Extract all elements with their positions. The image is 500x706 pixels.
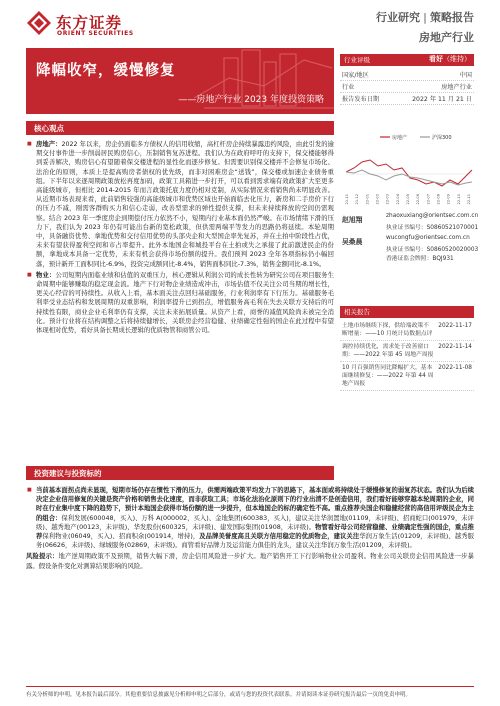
- analyst-cert: 执业证书编号：S0860521070001: [386, 225, 479, 231]
- core-property: ■ 物业：公司短期内面临业绩和估值的双重压力，核心逻辑从利润公司的成长性转为研究公司在项目服务生命周期中能够赚取的稳定现金流。地产下行对物企业绩造成冲击，市场估值不仅关注公司当期的增长性，更关心经营的可持续性。从收入上看，基本面关注点回归基础服务，行业利润率有下行压力。基础服务毛利率受业态结构和发展周期的双重影响，利润率提升已到拐点，增值服务高毛利在失去关联方支持后的可持续性有限，商业企业毛利率仍有支撑，关注未来拓展质量。从资产上看，商誉的减值风险尚未被完全消化。预计行业将在结构调整之后将持续健增长，关联房企经营稳健、业绩确定性强的国企在此过程中有望体现相对优势，看好具备长期成长逻辑的优质物管和商管公司。: [26, 271, 334, 335]
- chart-x-tick: 22-05: [406, 194, 410, 205]
- info-row-date: 报告发布日期 2022 年 11 月 21 日: [342, 96, 472, 103]
- category-strategy: 策略报告: [430, 11, 474, 24]
- invest-body: [26, 486, 474, 571]
- analyst-hk-license: 香港证监会牌照：BQJ931: [386, 256, 454, 262]
- footer-divider: [26, 686, 474, 687]
- related-item[interactable]: 10 月百强销售同比降幅扩大，基本面继续修复：——2022 年第 44 周地产周报 2022-11-08: [340, 362, 474, 391]
- report-title: 降幅收窄，缓慢修复: [36, 63, 176, 79]
- chart-x-tick: 21-12: [355, 194, 360, 205]
- chart-x-tick: 22-01: [365, 194, 370, 205]
- risk-warning: 风险提示：地产逆周期政策不及预期，销售大幅下滑，房企信用风险进一步扩大。地产销售开工下行影响物业公司盈利。物业公司关联房企信用风险进一步暴露。假设条件变化对测算结果影响的风险。: [26, 553, 474, 570]
- sector-name: 房地产行业: [419, 31, 474, 44]
- section-invest-header: [26, 466, 334, 480]
- performance-chart: [340, 132, 474, 206]
- chart-x-tick: 22-02: [375, 194, 380, 205]
- related-bar: [340, 306, 474, 318]
- footer-disclaimer: 有关分析师的申明，见本报告最后部分。其他重要信息披露见分析师申明之后部分，或请与您的投资代表联系。并请阅读本证券研究报告最后一页的免责申明。: [26, 692, 412, 698]
- logo-mark-icon: [26, 10, 52, 36]
- title-banner: [26, 48, 334, 114]
- invest-bullet-1: ■ 当前基本面拐点尚未显现，短期市场仍存在惯性下滑的压力，供需两端政策平均发力下的思路下，基本面或将持续处于缓慢修复的弱复苏状态。我们认为后续决定企业信用修复的关键是资产价格和销售去化速度，而非获取工具；市场化法治化原则下的行业出清不是创造信用，我们看好能够穿越本轮周期的企业，同时在行业集中度下降的趋势下，预计本地国企获得市场份额的进一步提升，但本地国企的标的确定性不高。重点推荐央国企和稳健经营的高信用评级民企为主的组合：保利发展(600048，买入)、万科 A(000002，买入)、金地集团(600383，买入)，建议关注华润置地(01109，未评级)、招商蛇口(001979，未评级)、越秀地产(00123，未评级)、华发股份(600325，未评级)、建发国际集团(01908，未评级)。物管看好母公司经营稳健、业绩确定性强的国企，重点推荐保利物业(06049，买入)、招商积余(001914，增持)，及品牌美誉度高且关联方信用稳定的优质物企，建议关注华润万象生活(01209，未评级)、越秀服务(06626，未评级)、绿城服务(02869，未评级)。商管看好品牌力及运营能力俱佳的龙头，建议关注华润万象生活(01209，未评级)。: [26, 486, 474, 550]
- analyst-email: wucongfu@orientsec.com.cn: [386, 235, 470, 241]
- section-core-title: 核心观点: [34, 124, 64, 133]
- report-category: [376, 9, 474, 45]
- analyst-email: zhaoxuxiang@orientsec.com.cn: [386, 213, 479, 219]
- analyst-list: [340, 213, 479, 265]
- chart-x-tick: 22-11: [467, 194, 471, 205]
- chart-legend: [380, 134, 452, 141]
- related-item[interactable]: 土地市场继续下探，供给端政策不断增量：——10 月统计局数据点评 2022-11-17: [340, 320, 474, 341]
- logo-cn: 东方证券: [56, 14, 123, 32]
- series-realestate: [346, 160, 472, 186]
- analyst-name: 赵旭翔: [342, 216, 363, 224]
- rating-label: 行业评级: [344, 56, 370, 64]
- chart-x-tick: 22-04: [395, 194, 400, 205]
- logo-en: ORIENT SECURITIES: [57, 30, 134, 37]
- rating-bar: [340, 54, 474, 66]
- analyst-name: 吴桑晨: [342, 238, 363, 246]
- chart-x-tick: 22-10: [456, 194, 461, 205]
- chart-x-tick: 22-08: [436, 194, 441, 205]
- legend-realestate: 房地产: [392, 135, 408, 141]
- chart-x-tick: 22-06: [416, 194, 421, 205]
- related-label: 相关报告: [344, 308, 370, 316]
- core-realestate: ■ 房地产：2022 年以来，房企仍面临多方债权人的信用收缩，高杠杆房企持续暴露违约风险，由此引发的逾期交付事件进一步削弱居民购房信心，压制销售复苏进程。我们认为在政府呼吁的支持下，保交楼能够得到妥善解决，购房信心有望随着保交楼进程的显性化而逐步修复。但需要识别保交楼并不会修复市场化、法治化的原则，本质上是提高购房者债权的优先级，而非对困难房企“送钱”，保交楼或加速企业债务重组。下半年以来逐周期政策放松再度加码，政策工具箱进一步打开，可以看到需求端有效政策扩大至更多高能级城市，但相比 2014-2015 年而言政策托底力度仍相对克制，从实际情况来看销售尚未明显改善。从近期市场表现来看，此前销售较强的高能级城市和优势区域也开始面临去化压力，新房和二手房价下行的压力不减，刚需客群购买力和信心走弱，改善型需求的弹性提供支撑，但未来持续释放的空间仍需观察。结合 2023 年一季度房企到期偿付压力依然不小，短期内行业基本面仍然严峻。在市场情绪下滑的压力下，我们认为 2023 年仍有可能出台新的宽松政策，但供需两端平等发力的思路仍将延续。本轮周期中，具备融资优势、拿地优势和交付信用优势的头部央企和大型国企率先复苏，并在土拍中阶段性占优，未来有望获得盈利空间和市占率提升。此外本地国企和城投平台在土拍或失之承接了此前激进民企的份额，拿地成本具备一定优势，未来有机会获得市场份额的提升。我们预判 2023 全年各项指标仍小幅回落，预计新开工面积同比-6.9%，投资完成额同比-8.4%，销售面积同比-7.3%，销售金额同比-8.1%。: [26, 140, 334, 269]
- chart-x-tick: 22-03: [385, 194, 390, 205]
- related-item[interactable]: 调控持续优化，需求处于改善窗口期：——2022 年第 45 周地产周报 2022-11-14: [340, 341, 474, 362]
- core-body: [26, 140, 334, 336]
- legend-csi300: 沪深300: [432, 135, 452, 141]
- analyst-2: [340, 235, 479, 265]
- category-separator: |: [422, 11, 427, 24]
- chart-x-tick: 22-09: [446, 194, 451, 205]
- info-row-country: 国家/地区 中国: [342, 72, 472, 79]
- info-row-industry: 行业 房地产行业: [342, 84, 472, 91]
- chart-x-tick: 21-11: [345, 194, 349, 205]
- chart-x-tick: 22-07: [426, 194, 431, 205]
- rating-value: 看好（维持）: [429, 55, 471, 63]
- report-subtitle: ——房地产行业 2023 年度投资策略: [178, 95, 324, 105]
- category-industry: 行业研究: [375, 11, 420, 24]
- related-list: [340, 320, 474, 391]
- section-core-header: [26, 121, 334, 135]
- chart-x-ticks: [345, 193, 471, 204]
- analyst-1: [340, 213, 479, 235]
- analyst-cert: 执业证书编号：S0860520020003: [386, 247, 479, 253]
- company-logo: [26, 10, 146, 40]
- section-invest-title: 投资建议与投资标的: [34, 469, 102, 478]
